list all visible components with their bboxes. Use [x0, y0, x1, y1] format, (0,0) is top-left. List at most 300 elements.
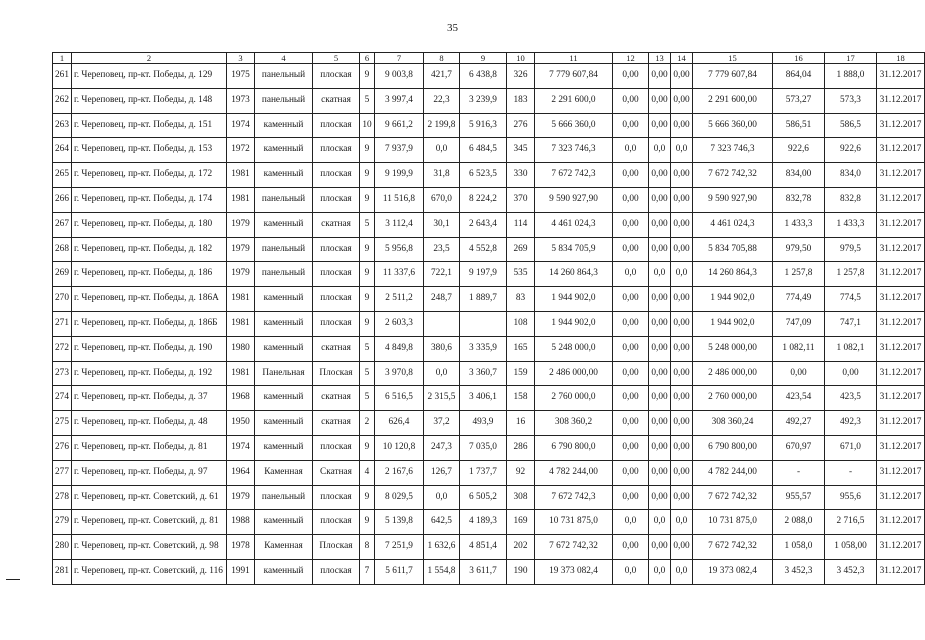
table-cell-col-18: 31.12.2017	[877, 138, 925, 163]
table-cell-col-2: г. Череповец, пр-кт. Советский, д. 81	[72, 510, 227, 535]
table-cell-col-4: Каменная	[255, 460, 313, 485]
table-cell-col-10: 108	[507, 311, 535, 336]
table-cell-col-13: 0,0	[649, 262, 671, 287]
table-cell-col-7: 2 511,2	[375, 287, 424, 312]
table-cell-col-16: 1 058,0	[773, 535, 825, 560]
table-cell-col-17: -	[825, 460, 877, 485]
table-cell-col-1: 267	[53, 212, 72, 237]
table-cell-col-4: Панельная	[255, 361, 313, 386]
table-cell-col-14: 0,0	[671, 510, 693, 535]
table-cell-col-16: 1 257,8	[773, 262, 825, 287]
table-row	[53, 187, 925, 212]
table-cell-col-13: 0,0	[649, 510, 671, 535]
margin-mark	[6, 579, 20, 580]
table-cell-col-16: 864,04	[773, 64, 825, 89]
table-cell-col-9	[460, 311, 507, 336]
table-cell-col-2: г. Череповец, пр-кт. Победы, д. 182	[72, 237, 227, 262]
table-cell-col-5: плоская	[313, 138, 360, 163]
table-cell-col-9: 4 851,4	[460, 535, 507, 560]
table-cell-col-18: 31.12.2017	[877, 386, 925, 411]
table-row	[53, 88, 925, 113]
table-cell-col-3: 1975	[227, 64, 255, 89]
table-cell-col-4: каменный	[255, 435, 313, 460]
table-cell-col-1: 266	[53, 187, 72, 212]
table-cell-col-18: 31.12.2017	[877, 460, 925, 485]
table-cell-col-10: 330	[507, 163, 535, 188]
table-cell-col-6: 9	[360, 510, 375, 535]
table-cell-col-7: 5 139,8	[375, 510, 424, 535]
table-cell-col-3: 1981	[227, 163, 255, 188]
table-cell-col-18: 31.12.2017	[877, 361, 925, 386]
table-cell-col-6: 10	[360, 113, 375, 138]
table-cell-col-6: 9	[360, 163, 375, 188]
table-cell-col-17: 1 058,00	[825, 535, 877, 560]
table-cell-col-6: 9	[360, 485, 375, 510]
table-cell-col-12: 0,00	[613, 187, 649, 212]
table-cell-col-17: 832,8	[825, 187, 877, 212]
table-cell-col-10: 169	[507, 510, 535, 535]
table-cell-col-13: 0,00	[649, 411, 671, 436]
table-cell-col-11: 7 779 607,84	[535, 64, 613, 89]
table-cell-col-3: 1979	[227, 262, 255, 287]
table-cell-col-6: 9	[360, 64, 375, 89]
table-cell-col-1: 276	[53, 435, 72, 460]
table-cell-col-17: 747,1	[825, 311, 877, 336]
table-cell-col-10: 535	[507, 262, 535, 287]
table-cell-col-1: 281	[53, 559, 72, 584]
table-cell-col-5: плоская	[313, 163, 360, 188]
table-cell-col-4: каменный	[255, 212, 313, 237]
table-cell-col-4: панельный	[255, 88, 313, 113]
table-cell-col-3: 1978	[227, 535, 255, 560]
table-cell-col-8: 2 315,5	[424, 386, 460, 411]
table-row	[53, 485, 925, 510]
table-cell-col-9: 1 737,7	[460, 460, 507, 485]
table-cell-col-7: 3 112,4	[375, 212, 424, 237]
table-cell-col-9: 4 189,3	[460, 510, 507, 535]
table-cell-col-13: 0,00	[649, 64, 671, 89]
table-cell-col-6: 9	[360, 287, 375, 312]
table-cell-col-5: скатная	[313, 386, 360, 411]
table-cell-col-8: 642,5	[424, 510, 460, 535]
table-cell-col-4: каменный	[255, 559, 313, 584]
table-cell-col-17: 3 452,3	[825, 559, 877, 584]
table-cell-col-2: г. Череповец, пр-кт. Советский, д. 61	[72, 485, 227, 510]
table-cell-col-14: 0,0	[671, 138, 693, 163]
table-cell-col-18: 31.12.2017	[877, 237, 925, 262]
column-number-4: 4	[255, 53, 313, 64]
table-row	[53, 64, 925, 89]
table-cell-col-3: 1968	[227, 386, 255, 411]
table-cell-col-18: 31.12.2017	[877, 187, 925, 212]
table-cell-col-9: 5 916,3	[460, 113, 507, 138]
column-number-12: 12	[613, 53, 649, 64]
table-cell-col-16: 747,09	[773, 311, 825, 336]
table-cell-col-8: 30,1	[424, 212, 460, 237]
table-cell-col-10: 183	[507, 88, 535, 113]
table-cell-col-14: 0,00	[671, 163, 693, 188]
table-cell-col-15: 7 672 742,32	[693, 163, 773, 188]
table-row	[53, 212, 925, 237]
table-cell-col-16: 573,27	[773, 88, 825, 113]
table-cell-col-13: 0,00	[649, 88, 671, 113]
table-cell-col-2: г. Череповец, пр-кт. Победы, д. 190	[72, 336, 227, 361]
table-cell-col-13: 0,0	[649, 138, 671, 163]
table-cell-col-4: каменный	[255, 411, 313, 436]
table-cell-col-16: 2 088,0	[773, 510, 825, 535]
table-cell-col-4: каменный	[255, 113, 313, 138]
table-cell-col-9: 3 239,9	[460, 88, 507, 113]
table-cell-col-10: 158	[507, 386, 535, 411]
table-cell-col-5: плоская	[313, 113, 360, 138]
table-row	[53, 386, 925, 411]
table-cell-col-3: 1972	[227, 138, 255, 163]
table-cell-col-9: 1 889,7	[460, 287, 507, 312]
table-cell-col-17: 774,5	[825, 287, 877, 312]
table-cell-col-7: 7 251,9	[375, 535, 424, 560]
table-cell-col-17: 922,6	[825, 138, 877, 163]
table-cell-col-7: 4 849,8	[375, 336, 424, 361]
table-cell-col-4: каменный	[255, 386, 313, 411]
table-row	[53, 460, 925, 485]
column-number-10: 10	[507, 53, 535, 64]
table-row	[53, 411, 925, 436]
table-cell-col-12: 0,00	[613, 411, 649, 436]
table-cell-col-1: 279	[53, 510, 72, 535]
table-cell-col-9: 6 505,2	[460, 485, 507, 510]
table-cell-col-4: панельный	[255, 262, 313, 287]
table-cell-col-11: 7 672 742,3	[535, 163, 613, 188]
table-cell-col-8: 2 199,8	[424, 113, 460, 138]
table-cell-col-5: плоская	[313, 485, 360, 510]
table-cell-col-8: 1 554,8	[424, 559, 460, 584]
table-cell-col-4: панельный	[255, 64, 313, 89]
table-cell-col-2: г. Череповец, пр-кт. Победы, д. 153	[72, 138, 227, 163]
table-cell-col-14: 0,00	[671, 485, 693, 510]
table-cell-col-5: плоская	[313, 435, 360, 460]
table-cell-col-9: 3 406,1	[460, 386, 507, 411]
table-cell-col-11: 6 790 800,0	[535, 435, 613, 460]
table-cell-col-14: 0,00	[671, 336, 693, 361]
table-cell-col-17: 955,6	[825, 485, 877, 510]
table-cell-col-16: -	[773, 460, 825, 485]
table-cell-col-1: 275	[53, 411, 72, 436]
table-cell-col-18: 31.12.2017	[877, 559, 925, 584]
table-cell-col-13: 0,00	[649, 435, 671, 460]
table-cell-col-15: 5 666 360,00	[693, 113, 773, 138]
table-cell-col-6: 5	[360, 212, 375, 237]
table-cell-col-14: 0,0	[671, 559, 693, 584]
table-cell-col-2: г. Череповец, пр-кт. Победы, д. 48	[72, 411, 227, 436]
table-cell-col-9: 6 484,5	[460, 138, 507, 163]
table-cell-col-9: 3 360,7	[460, 361, 507, 386]
table-cell-col-10: 345	[507, 138, 535, 163]
table-row	[53, 262, 925, 287]
table-cell-col-3: 1979	[227, 237, 255, 262]
table-cell-col-11: 7 672 742,3	[535, 485, 613, 510]
housing-repair-table	[52, 52, 925, 585]
table-cell-col-17: 1 082,1	[825, 336, 877, 361]
table-cell-col-8: 22,3	[424, 88, 460, 113]
table-cell-col-17: 979,5	[825, 237, 877, 262]
table-cell-col-12: 0,00	[613, 311, 649, 336]
table-cell-col-15: 19 373 082,4	[693, 559, 773, 584]
table-cell-col-2: г. Череповец, пр-кт. Победы, д. 97	[72, 460, 227, 485]
table-cell-col-5: скатная	[313, 212, 360, 237]
table-cell-col-7: 2 167,6	[375, 460, 424, 485]
table-cell-col-13: 0,00	[649, 485, 671, 510]
table-cell-col-4: панельный	[255, 485, 313, 510]
table-cell-col-9: 9 197,9	[460, 262, 507, 287]
table-cell-col-11: 308 360,2	[535, 411, 613, 436]
table-cell-col-16: 423,54	[773, 386, 825, 411]
table-cell-col-3: 1950	[227, 411, 255, 436]
table-cell-col-12: 0,00	[613, 237, 649, 262]
table-cell-col-12: 0,00	[613, 113, 649, 138]
table-cell-col-15: 4 782 244,00	[693, 460, 773, 485]
table-cell-col-15: 7 672 742,32	[693, 485, 773, 510]
table-cell-col-13: 0,00	[649, 311, 671, 336]
table-cell-col-14: 0,00	[671, 187, 693, 212]
table-cell-col-14: 0,00	[671, 64, 693, 89]
table-row	[53, 361, 925, 386]
table-cell-col-16: 1 082,11	[773, 336, 825, 361]
column-number-17: 17	[825, 53, 877, 64]
table-cell-col-16: 832,78	[773, 187, 825, 212]
table-cell-col-9: 493,9	[460, 411, 507, 436]
table-cell-col-17: 671,0	[825, 435, 877, 460]
table-cell-col-12: 0,00	[613, 460, 649, 485]
table-cell-col-1: 274	[53, 386, 72, 411]
table-cell-col-4: каменный	[255, 138, 313, 163]
table-cell-col-8: 126,7	[424, 460, 460, 485]
table-cell-col-7: 10 120,8	[375, 435, 424, 460]
table-cell-col-7: 11 337,6	[375, 262, 424, 287]
table-cell-col-1: 269	[53, 262, 72, 287]
table-cell-col-13: 0,00	[649, 535, 671, 560]
table-cell-col-16: 922,6	[773, 138, 825, 163]
column-number-5: 5	[313, 53, 360, 64]
table-cell-col-16: 0,00	[773, 361, 825, 386]
table-cell-col-15: 14 260 864,3	[693, 262, 773, 287]
column-number-2: 2	[72, 53, 227, 64]
table-row	[53, 435, 925, 460]
table-cell-col-3: 1979	[227, 212, 255, 237]
table-cell-col-12: 0,00	[613, 485, 649, 510]
table-cell-col-1: 270	[53, 287, 72, 312]
table-cell-col-6: 5	[360, 386, 375, 411]
table-cell-col-14: 0,00	[671, 386, 693, 411]
column-number-9: 9	[460, 53, 507, 64]
table-cell-col-17: 1 257,8	[825, 262, 877, 287]
table-cell-col-5: Плоская	[313, 361, 360, 386]
table-cell-col-7: 9 661,2	[375, 113, 424, 138]
table-cell-col-11: 5 834 705,9	[535, 237, 613, 262]
table-cell-col-7: 3 997,4	[375, 88, 424, 113]
table-cell-col-18: 31.12.2017	[877, 411, 925, 436]
table-cell-col-11: 19 373 082,4	[535, 559, 613, 584]
table-cell-col-14: 0,00	[671, 237, 693, 262]
table-cell-col-11: 5 248 000,0	[535, 336, 613, 361]
table-cell-col-6: 7	[360, 559, 375, 584]
table-cell-col-5: скатная	[313, 411, 360, 436]
table-cell-col-10: 276	[507, 113, 535, 138]
table-cell-col-6: 9	[360, 237, 375, 262]
table-cell-col-2: г. Череповец, пр-кт. Победы, д. 180	[72, 212, 227, 237]
table-cell-col-18: 31.12.2017	[877, 262, 925, 287]
table-cell-col-2: г. Череповец, пр-кт. Победы, д. 186А	[72, 287, 227, 312]
table-cell-col-11: 14 260 864,3	[535, 262, 613, 287]
table-cell-col-13: 0,00	[649, 460, 671, 485]
table-cell-col-1: 273	[53, 361, 72, 386]
table-cell-col-6: 5	[360, 88, 375, 113]
table-cell-col-2: г. Череповец, пр-кт. Победы, д. 148	[72, 88, 227, 113]
table-cell-col-10: 286	[507, 435, 535, 460]
table-row	[53, 237, 925, 262]
column-number-15: 15	[693, 53, 773, 64]
column-number-16: 16	[773, 53, 825, 64]
table-cell-col-7: 5 956,8	[375, 237, 424, 262]
table-cell-col-7: 7 937,9	[375, 138, 424, 163]
table-cell-col-17: 573,3	[825, 88, 877, 113]
table-cell-col-10: 92	[507, 460, 535, 485]
table-cell-col-18: 31.12.2017	[877, 88, 925, 113]
table-cell-col-3: 1964	[227, 460, 255, 485]
table-cell-col-2: г. Череповец, пр-кт. Победы, д. 174	[72, 187, 227, 212]
table-cell-col-2: г. Череповец, пр-кт. Победы, д. 151	[72, 113, 227, 138]
page-number: 35	[447, 22, 458, 34]
table-cell-col-11: 1 944 902,0	[535, 287, 613, 312]
table-cell-col-9: 3 611,7	[460, 559, 507, 584]
table-cell-col-6: 9	[360, 138, 375, 163]
table-cell-col-14: 0,00	[671, 311, 693, 336]
table-cell-col-8: 31,8	[424, 163, 460, 188]
table-cell-col-5: Скатная	[313, 460, 360, 485]
table-cell-col-11: 7 672 742,32	[535, 535, 613, 560]
table-cell-col-4: каменный	[255, 287, 313, 312]
table-cell-col-4: каменный	[255, 510, 313, 535]
column-number-18: 18	[877, 53, 925, 64]
table-cell-col-17: 586,5	[825, 113, 877, 138]
table-cell-col-8: 1 632,6	[424, 535, 460, 560]
table-cell-col-9: 7 035,0	[460, 435, 507, 460]
table-cell-col-8: 722,1	[424, 262, 460, 287]
column-number-3: 3	[227, 53, 255, 64]
column-number-6: 6	[360, 53, 375, 64]
table-cell-col-1: 280	[53, 535, 72, 560]
table-cell-col-8: 421,7	[424, 64, 460, 89]
table-cell-col-17: 0,00	[825, 361, 877, 386]
table-cell-col-16: 834,00	[773, 163, 825, 188]
table-cell-col-16: 586,51	[773, 113, 825, 138]
table-row	[53, 113, 925, 138]
table-cell-col-14: 0,00	[671, 287, 693, 312]
table-cell-col-1: 261	[53, 64, 72, 89]
table-cell-col-1: 272	[53, 336, 72, 361]
table-cell-col-13: 0,00	[649, 287, 671, 312]
table-cell-col-4: каменный	[255, 311, 313, 336]
table-cell-col-17: 2 716,5	[825, 510, 877, 535]
table-cell-col-7: 626,4	[375, 411, 424, 436]
table-cell-col-13: 0,00	[649, 113, 671, 138]
table-cell-col-9: 6 523,5	[460, 163, 507, 188]
table-cell-col-4: панельный	[255, 237, 313, 262]
table-cell-col-5: плоская	[313, 559, 360, 584]
table-body	[53, 64, 925, 585]
table-cell-col-9: 2 643,4	[460, 212, 507, 237]
table-cell-col-5: плоская	[313, 262, 360, 287]
table-cell-col-12: 0,00	[613, 535, 649, 560]
table-cell-col-15: 1 944 902,0	[693, 311, 773, 336]
table-cell-col-16: 492,27	[773, 411, 825, 436]
table-cell-col-5: скатная	[313, 336, 360, 361]
table-row	[53, 287, 925, 312]
table-cell-col-7: 5 611,7	[375, 559, 424, 584]
table-cell-col-2: г. Череповец, пр-кт. Победы, д. 37	[72, 386, 227, 411]
table-cell-col-13: 0,00	[649, 163, 671, 188]
table-cell-col-3: 1973	[227, 88, 255, 113]
table-cell-col-13: 0,0	[649, 559, 671, 584]
table-cell-col-17: 1 888,0	[825, 64, 877, 89]
table-cell-col-14: 0,00	[671, 113, 693, 138]
table-cell-col-3: 1991	[227, 559, 255, 584]
table-row	[53, 311, 925, 336]
table-cell-col-18: 31.12.2017	[877, 163, 925, 188]
table-cell-col-10: 159	[507, 361, 535, 386]
table-cell-col-8: 380,6	[424, 336, 460, 361]
table-cell-col-14: 0,00	[671, 212, 693, 237]
table-cell-col-11: 4 461 024,3	[535, 212, 613, 237]
table-cell-col-4: каменный	[255, 163, 313, 188]
table-cell-col-18: 31.12.2017	[877, 113, 925, 138]
table-cell-col-5: плоская	[313, 510, 360, 535]
table-cell-col-2: г. Череповец, пр-кт. Советский, д. 116	[72, 559, 227, 584]
table-cell-col-13: 0,00	[649, 361, 671, 386]
table-cell-col-8: 247,3	[424, 435, 460, 460]
table-cell-col-3: 1981	[227, 287, 255, 312]
table-cell-col-3: 1981	[227, 187, 255, 212]
table-cell-col-11: 2 291 600,0	[535, 88, 613, 113]
column-number-row	[53, 53, 925, 64]
table-cell-col-13: 0,00	[649, 237, 671, 262]
table-cell-col-15: 10 731 875,0	[693, 510, 773, 535]
table-cell-col-8: 670,0	[424, 187, 460, 212]
table-cell-col-2: г. Череповец, пр-кт. Победы, д. 129	[72, 64, 227, 89]
table-cell-col-18: 31.12.2017	[877, 287, 925, 312]
table-cell-col-6: 9	[360, 435, 375, 460]
table-cell-col-2: г. Череповец, пр-кт. Победы, д. 192	[72, 361, 227, 386]
table-cell-col-10: 190	[507, 559, 535, 584]
table-cell-col-15: 7 779 607,84	[693, 64, 773, 89]
table-cell-col-1: 262	[53, 88, 72, 113]
table-cell-col-11: 7 323 746,3	[535, 138, 613, 163]
table-cell-col-18: 31.12.2017	[877, 535, 925, 560]
table-cell-col-15: 2 486 000,00	[693, 361, 773, 386]
table-cell-col-3: 1974	[227, 435, 255, 460]
column-number-1: 1	[53, 53, 72, 64]
table-cell-col-16: 670,97	[773, 435, 825, 460]
table-cell-col-11: 1 944 902,0	[535, 311, 613, 336]
table-cell-col-13: 0,00	[649, 336, 671, 361]
table-cell-col-6: 9	[360, 187, 375, 212]
table-cell-col-6: 9	[360, 262, 375, 287]
table-cell-col-11: 4 782 244,00	[535, 460, 613, 485]
table-cell-col-10: 326	[507, 64, 535, 89]
table-cell-col-8: 0,0	[424, 485, 460, 510]
table-cell-col-15: 308 360,24	[693, 411, 773, 436]
table-cell-col-18: 31.12.2017	[877, 311, 925, 336]
table-cell-col-13: 0,00	[649, 212, 671, 237]
